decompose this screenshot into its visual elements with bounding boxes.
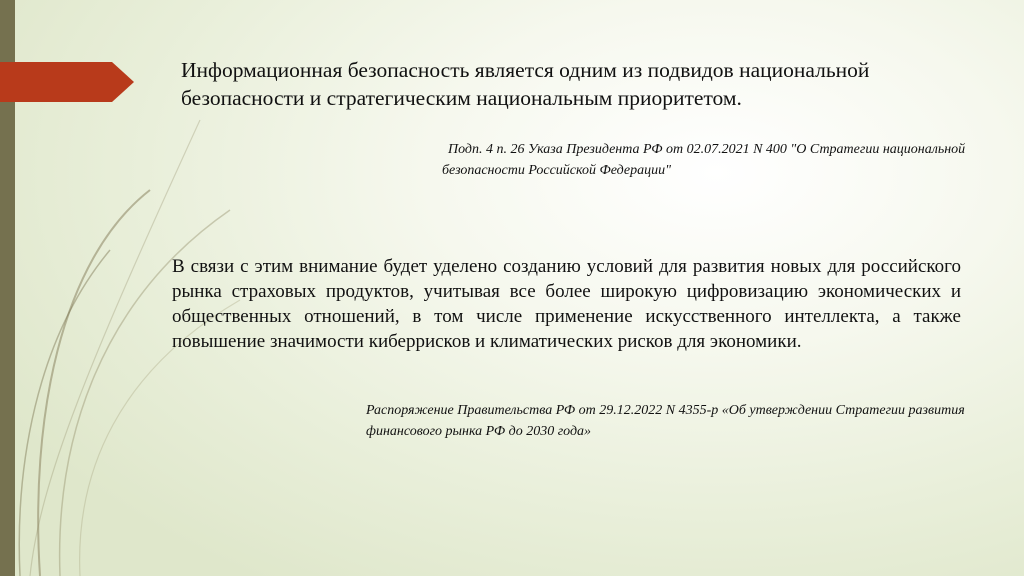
- citation-decree: Подп. 4 п. 26 Указа Президента РФ от 02.07.2021 N 400 "О Стратегии национальной безопасности Российской Федерации": [442, 142, 966, 178]
- arrow-right-icon: [0, 60, 140, 104]
- slide-heading: Информационная безопасность является одним из подвидов национальной безопасности и стратегическим национальным приоритетом.: [181, 58, 870, 110]
- body-paragraph: В связи с этим внимание будет уделено созданию условий для развития новых для российского рынка страховых продуктов, учитывая все более широкую цифровизацию экономических и общественных отношений, в том числе применение искусственного интеллекта, а также повышение значимости киберрисков и климатических рисков для экономики.: [172, 256, 961, 352]
- citation-government-order: Распоряжение Правительства РФ от 29.12.2022 N 4355-р «Об утверждении Стратегии развития финансового рынка РФ до 2030 года»: [366, 403, 965, 439]
